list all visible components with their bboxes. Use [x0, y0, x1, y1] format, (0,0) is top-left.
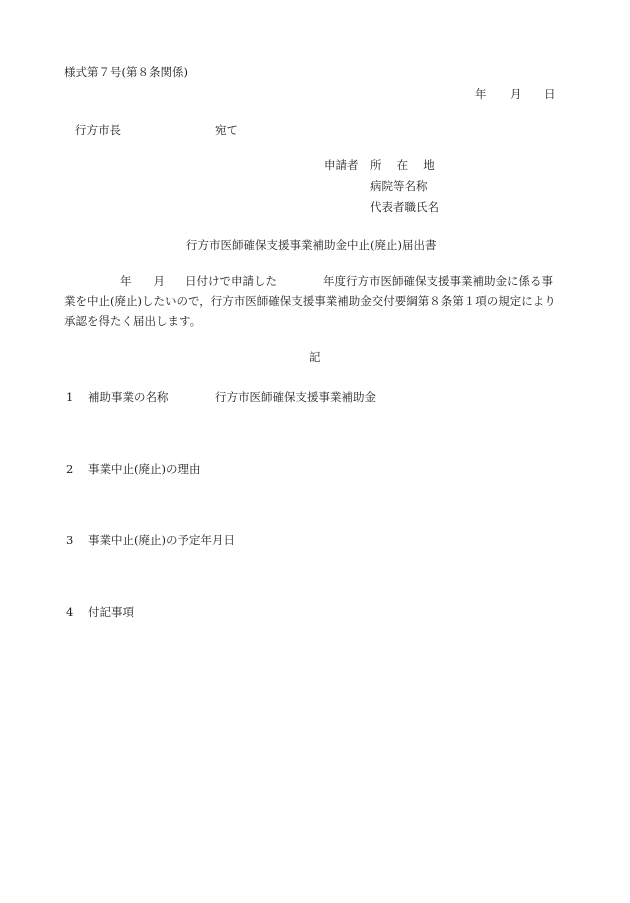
date-day: 日 [544, 87, 556, 101]
form-number: 様式第７号(第８条関係) [64, 65, 188, 79]
applicant-label: 申請者 [324, 158, 359, 172]
body-line-3: 承認を得たく届出します。 [64, 314, 202, 328]
body-line-2: 業を中止(廃止)したいので，行方市医師確保支援事業補助金交付要綱第８条第１項の規定により [64, 294, 556, 308]
item-label: 付記事項 [88, 605, 134, 619]
item-label: 事業中止(廃止)の予定年月日 [88, 533, 235, 547]
addressee-mayor: 行方市長 [75, 123, 121, 137]
document-title: 行方市医師確保支援事業補助金中止(廃止)届出書 [186, 238, 437, 252]
ki-marker: 記 [309, 350, 321, 364]
date-year: 年 [475, 87, 487, 101]
applicant-representative-label: 代表者職氏名 [370, 200, 439, 214]
body-line-1 [64, 271, 564, 291]
body-month: 月 [153, 274, 165, 288]
addressee-honorific: 宛て [215, 123, 238, 137]
body-mid: 日付けで申請した [185, 274, 277, 288]
item-number: 3 [66, 533, 74, 547]
item-number: 4 [66, 605, 74, 619]
date-month: 月 [510, 87, 522, 101]
body-line1-end: 年度行方市医師確保支援事業補助金に係る事 [323, 274, 553, 288]
applicant-address-label: 所 在 地 [370, 158, 435, 172]
body-year: 年 [120, 274, 132, 288]
body-paragraph [64, 271, 564, 331]
item-label: 事業中止(廃止)の理由 [88, 462, 201, 476]
applicant-hospital-name-label: 病院等名称 [370, 179, 428, 193]
item-number: 1 [66, 390, 74, 404]
item-label: 補助事業の名称 [88, 390, 169, 404]
item-number: 2 [66, 462, 74, 476]
item-value: 行方市医師確保支援事業補助金 [215, 390, 376, 404]
